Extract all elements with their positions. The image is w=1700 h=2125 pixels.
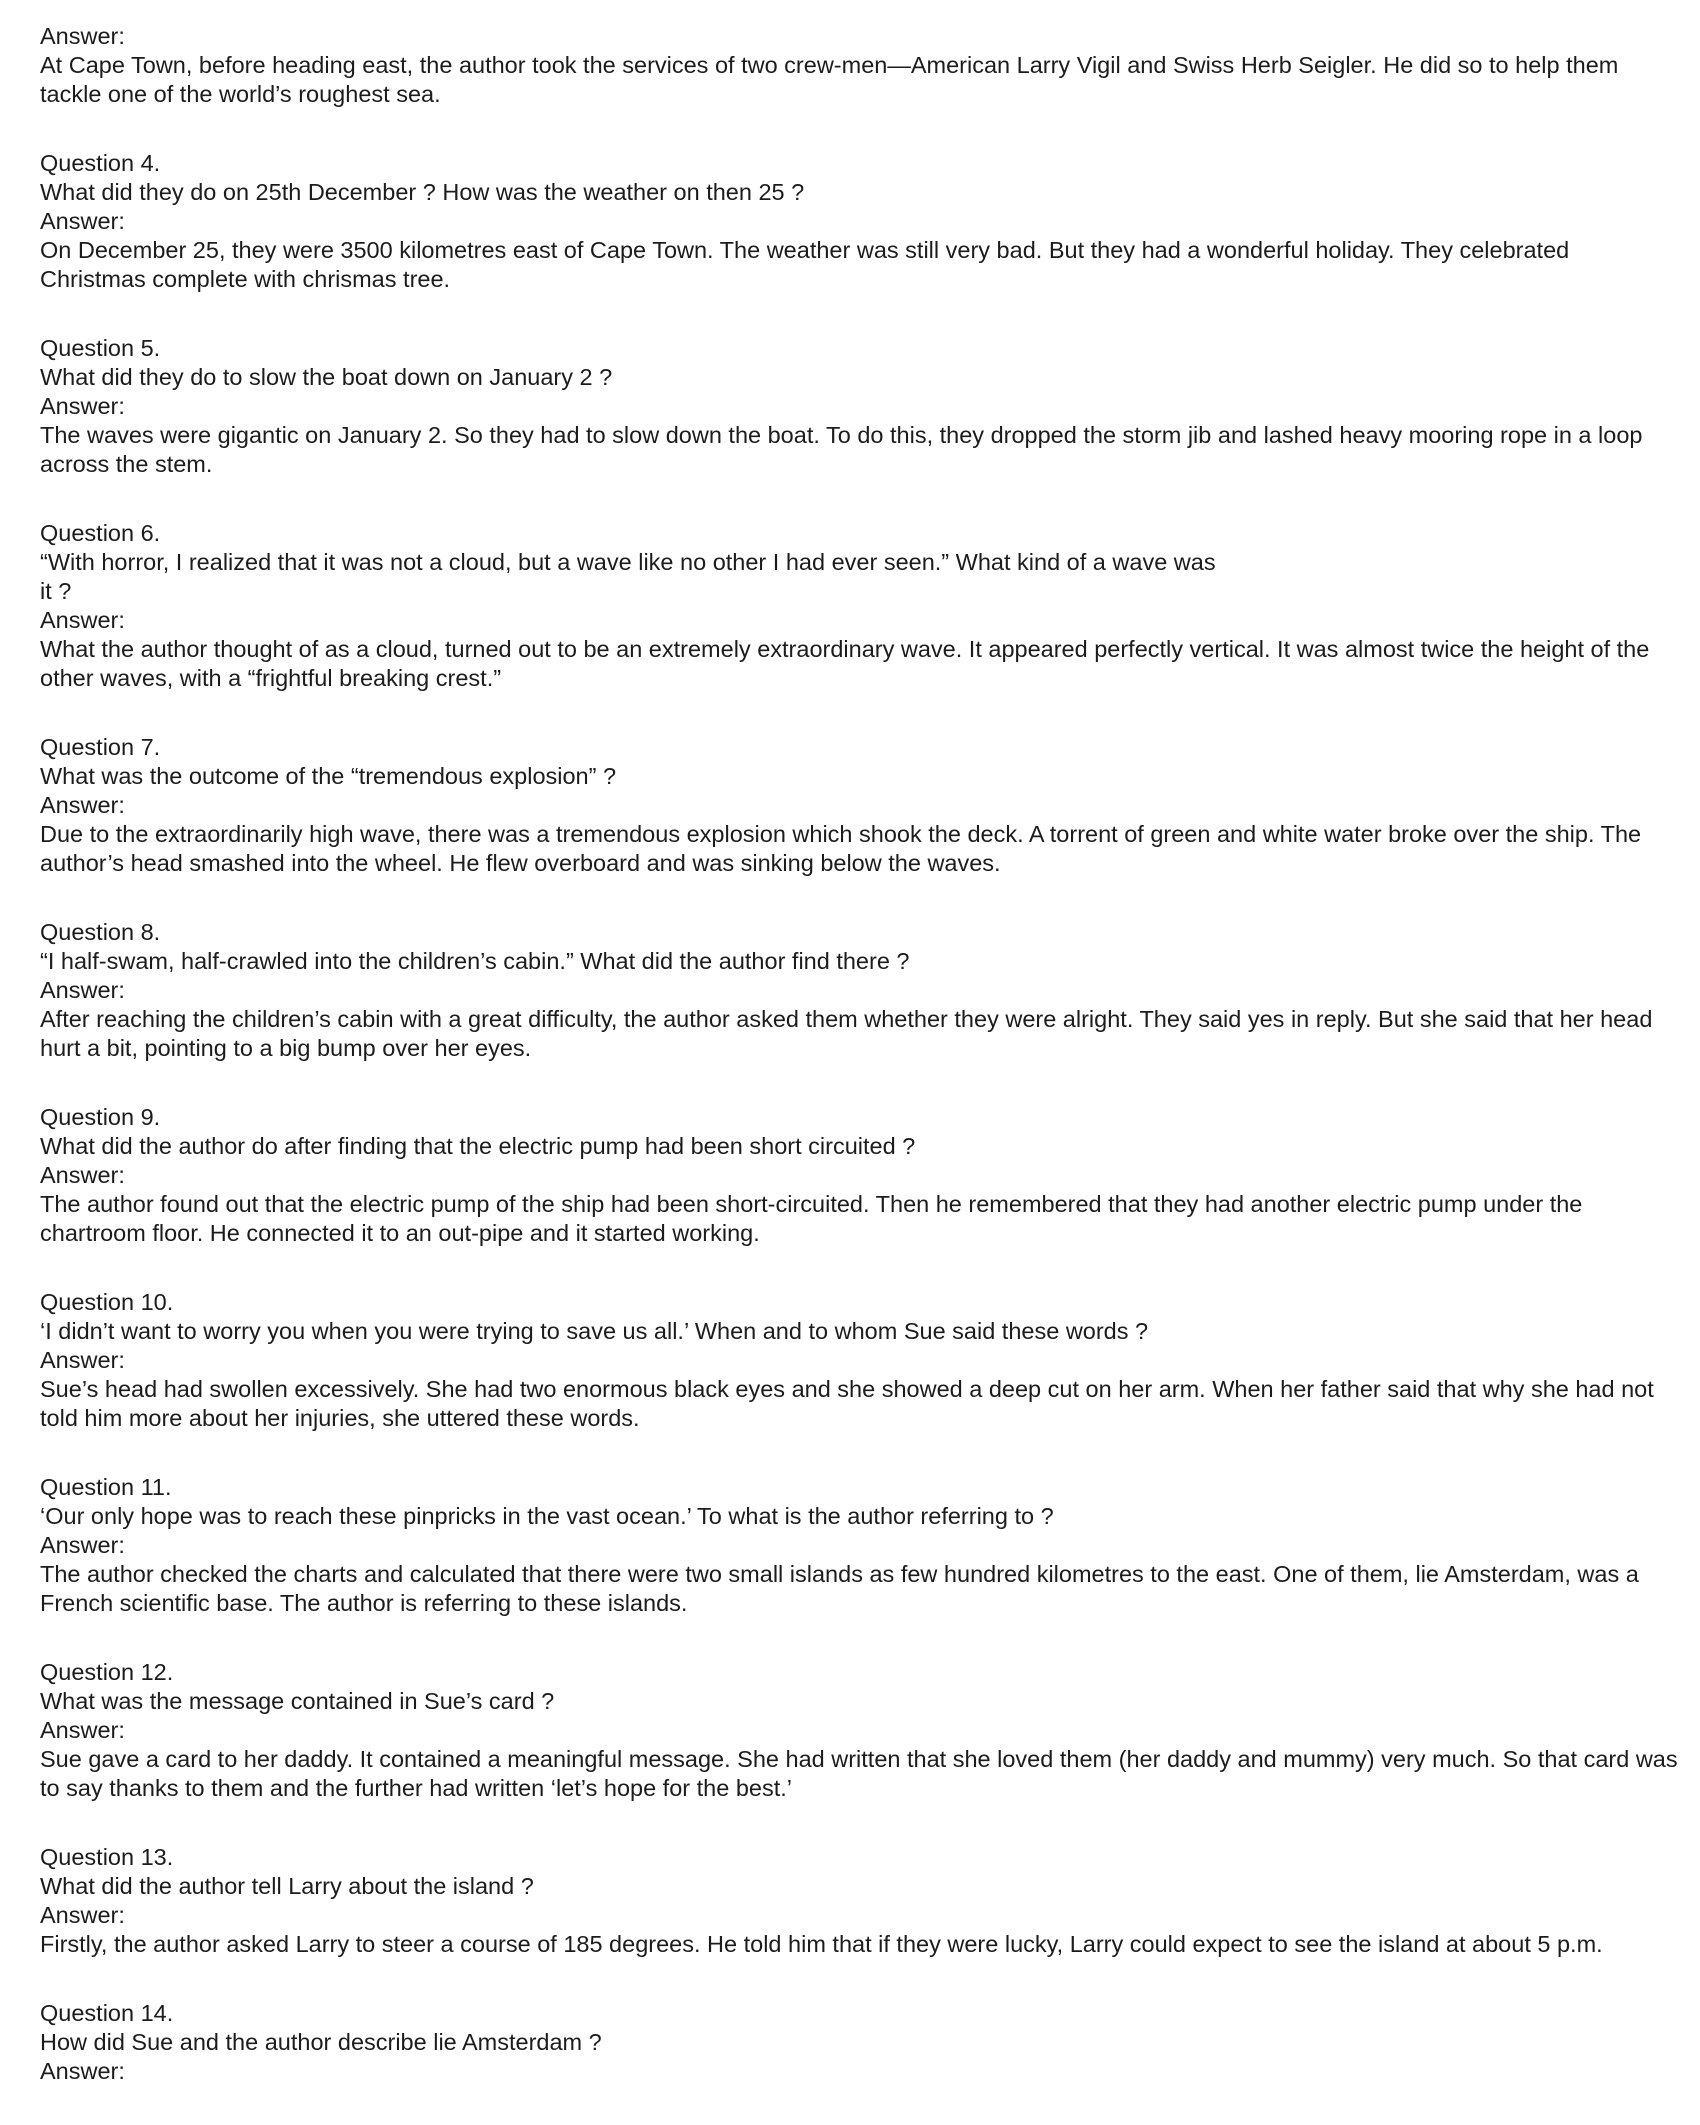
answer-text: What the author thought of as a cloud, turned out to be an extremely extraordinary wave. It appeared perfectly vertical. It was almost twice the height of the other waves, with a “frightful breaking crest.”	[40, 636, 1650, 691]
answer-text: The author found out that the electric pump of the ship had been short-circuited. Then he remembered that they had another electric pump under the chartroom floor. He connected it to an out-pipe and it started working.	[40, 1191, 1583, 1246]
question-text: “With horror, I realized that it was not a cloud, but a wave like no other I had ever seen.” What kind of a wave was	[40, 549, 1216, 575]
answer-text: Due to the extraordinarily high wave, there was a tremendous explosion which shook the deck. A torrent of green and white water broke over the ship. The author’s head smashed into the wheel. He flew overboard and was sinking below the waves.	[40, 821, 1642, 876]
answer-text: The waves were gigantic on January 2. So they had to slow down the boat. To do this, they dropped the storm jib and lashed heavy mooring rope in a loop across the stem.	[40, 422, 1643, 477]
answer-text: Sue’s head had swollen excessively. She had two enormous black eyes and she showed a deep cut on her arm. When her father said that why she had not told him more about her injuries, she uttered these words.	[40, 1376, 1654, 1431]
answer-label: Answer:	[40, 1162, 125, 1188]
question-heading: Question 11.	[40, 1474, 172, 1500]
qa-block-8	[40, 918, 1680, 1063]
qa-block-11	[40, 1473, 1680, 1618]
qa-block-4	[40, 149, 1680, 294]
qa-block-7	[40, 733, 1680, 878]
question-heading: Question 10.	[40, 1289, 174, 1315]
answer-text: Sue gave a card to her daddy. It contained a meaningful message. She had written that she loved them (her daddy and mummy) very much. So that card was to say thanks to them and the further had written ‘let’s hope for the best.’	[40, 1746, 1678, 1801]
answer-label: Answer:	[40, 1347, 125, 1373]
question-text: “I half-swam, half-crawled into the children’s cabin.” What did the author find there ?	[40, 948, 910, 974]
answer-label: Answer:	[40, 792, 125, 818]
answer-label: Answer:	[40, 977, 125, 1003]
intro-answer-block	[40, 22, 1680, 109]
qa-block-13	[40, 1843, 1680, 1959]
question-text: What was the outcome of the “tremendous explosion” ?	[40, 763, 617, 789]
question-heading: Question 7.	[40, 734, 161, 760]
document-page	[40, 22, 1680, 2086]
answer-label: Answer:	[40, 1717, 125, 1743]
answer-text: Firstly, the author asked Larry to steer a course of 185 degrees. He told him that if they were lucky, Larry could expect to see the island at about 5 p.m.	[40, 1931, 1603, 1957]
question-heading: Question 5.	[40, 335, 161, 361]
qa-block-10	[40, 1288, 1680, 1433]
question-text: What did they do to slow the boat down on January 2 ?	[40, 364, 613, 390]
answer-text: On December 25, they were 3500 kilometres east of Cape Town. The weather was still very bad. But they had a wonderful holiday. They celebrated Christmas complete with chrismas tree.	[40, 237, 1570, 292]
qa-block-12	[40, 1658, 1680, 1803]
answer-text: At Cape Town, before heading east, the author took the services of two crew-men—American Larry Vigil and Swiss Herb Seigler. He did so to help them tackle one of the world’s roughest sea.	[40, 52, 1619, 107]
question-text: How did Sue and the author describe lie Amsterdam ?	[40, 2029, 602, 2055]
question-text: What was the message contained in Sue’s card ?	[40, 1688, 555, 1714]
question-heading: Question 8.	[40, 919, 161, 945]
question-heading: Question 9.	[40, 1104, 161, 1130]
question-heading: Question 6.	[40, 520, 161, 546]
answer-text: After reaching the children’s cabin with a great difficulty, the author asked them whether they were alright. They said yes in reply. But she said that her head hurt a bit, pointing to a big bump over her eyes.	[40, 1006, 1653, 1061]
question-text: ‘Our only hope was to reach these pinpricks in the vast ocean.’ To what is the author referring to ?	[40, 1503, 1054, 1529]
answer-label: Answer:	[40, 23, 125, 49]
answer-label: Answer:	[40, 2058, 125, 2084]
question-text: ‘I didn’t want to worry you when you were trying to save us all.’ When and to whom Sue said these words ?	[40, 1318, 1149, 1344]
question-heading: Question 14.	[40, 2000, 174, 2026]
qa-block-14	[40, 1999, 1680, 2086]
qa-block-6	[40, 519, 1680, 693]
question-text: What did the author do after finding that the electric pump had been short circuited ?	[40, 1133, 916, 1159]
qa-block-9	[40, 1103, 1680, 1248]
answer-label: Answer:	[40, 1532, 125, 1558]
question-text: What did they do on 25th December ? How was the weather on then 25 ?	[40, 179, 805, 205]
answer-label: Answer:	[40, 393, 125, 419]
question-text: What did the author tell Larry about the island ?	[40, 1873, 534, 1899]
question-heading: Question 13.	[40, 1844, 174, 1870]
question-heading: Question 4.	[40, 150, 161, 176]
question-text-continued: it ?	[40, 578, 72, 604]
answer-label: Answer:	[40, 208, 125, 234]
qa-block-5	[40, 334, 1680, 479]
answer-label: Answer:	[40, 607, 125, 633]
answer-text: The author checked the charts and calculated that there were two small islands as few hundred kilometres to the east. One of them, lie Amsterdam, was a French scientific base. The author is referring to these islands.	[40, 1561, 1639, 1616]
question-heading: Question 12.	[40, 1659, 174, 1685]
answer-label: Answer:	[40, 1902, 125, 1928]
